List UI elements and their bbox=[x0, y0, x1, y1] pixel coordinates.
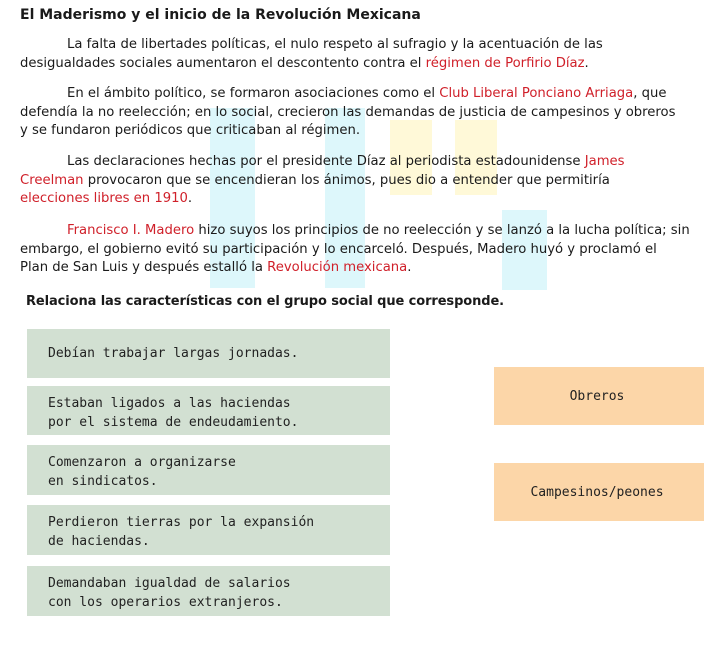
characteristic-card-3[interactable]: Comenzaron a organizarse en sindicatos. bbox=[27, 445, 390, 495]
highlight-term: régimen de Porfirio Díaz bbox=[425, 55, 585, 71]
characteristic-card-4[interactable]: Perdieron tierras por la expansión de haciendas. bbox=[27, 505, 390, 555]
highlight-term: Creelman bbox=[20, 172, 84, 188]
highlight-term: Francisco I. Madero bbox=[67, 223, 195, 238]
paragraph-2: En el ámbito político, se formaron asociaciones como el Club Liberal Ponciano Arriaga, que defendía la no reelección; en lo social, crecieron las demandas de justicia de campesinos y obreros y se fundaron periódicos que criticaban al régimen. bbox=[20, 86, 676, 138]
characteristic-card-5[interactable]: Demandaban igualdad de salarios con los operarios extranjeros. bbox=[27, 566, 390, 616]
characteristic-card-2[interactable]: Estaban ligados a las haciendas por el sistema de endeudamiento. bbox=[27, 386, 390, 435]
paragraph-3: Las declaraciones hechas por el presidente Díaz al periodista estadounidense James Creelman provocaron que se encendieran los ánimos, pues dio a entender que permitiría elecciones libres en 1910. bbox=[20, 154, 625, 206]
characteristic-card-1[interactable]: Debían trabajar largas jornadas. bbox=[27, 329, 390, 378]
highlight-term: James bbox=[584, 154, 625, 169]
exercise-instruction: Relaciona las características con el grupo social que corresponde. bbox=[26, 294, 505, 309]
paragraph-1: La falta de libertades políticas, el nulo respeto al sufragio y la acentuación de las desigualdades sociales aumentaron el descontento contra el régimen de Porfirio Díaz. bbox=[20, 37, 603, 71]
page-title: El Maderismo y el inicio de la Revolución Mexicana bbox=[20, 7, 421, 23]
paragraph-4: Francisco I. Madero hizo suyos los principios de no reelección y se lanzó a la lucha política; sin embargo, el gobierno evitó su participación y lo encarceló. Después, Madero huyó y proclamó el Plan de San Luis y después estalló la Revolución mexicana. bbox=[20, 223, 690, 275]
group-card-obreros[interactable]: Obreros bbox=[494, 367, 704, 425]
highlight-term: Club Liberal Ponciano Arriaga bbox=[439, 86, 634, 101]
highlight-term: Revolución mexicana bbox=[267, 260, 408, 275]
highlight-term: elecciones libres en 1910 bbox=[20, 191, 188, 206]
group-card-campesinos[interactable]: Campesinos/peones bbox=[494, 463, 704, 521]
